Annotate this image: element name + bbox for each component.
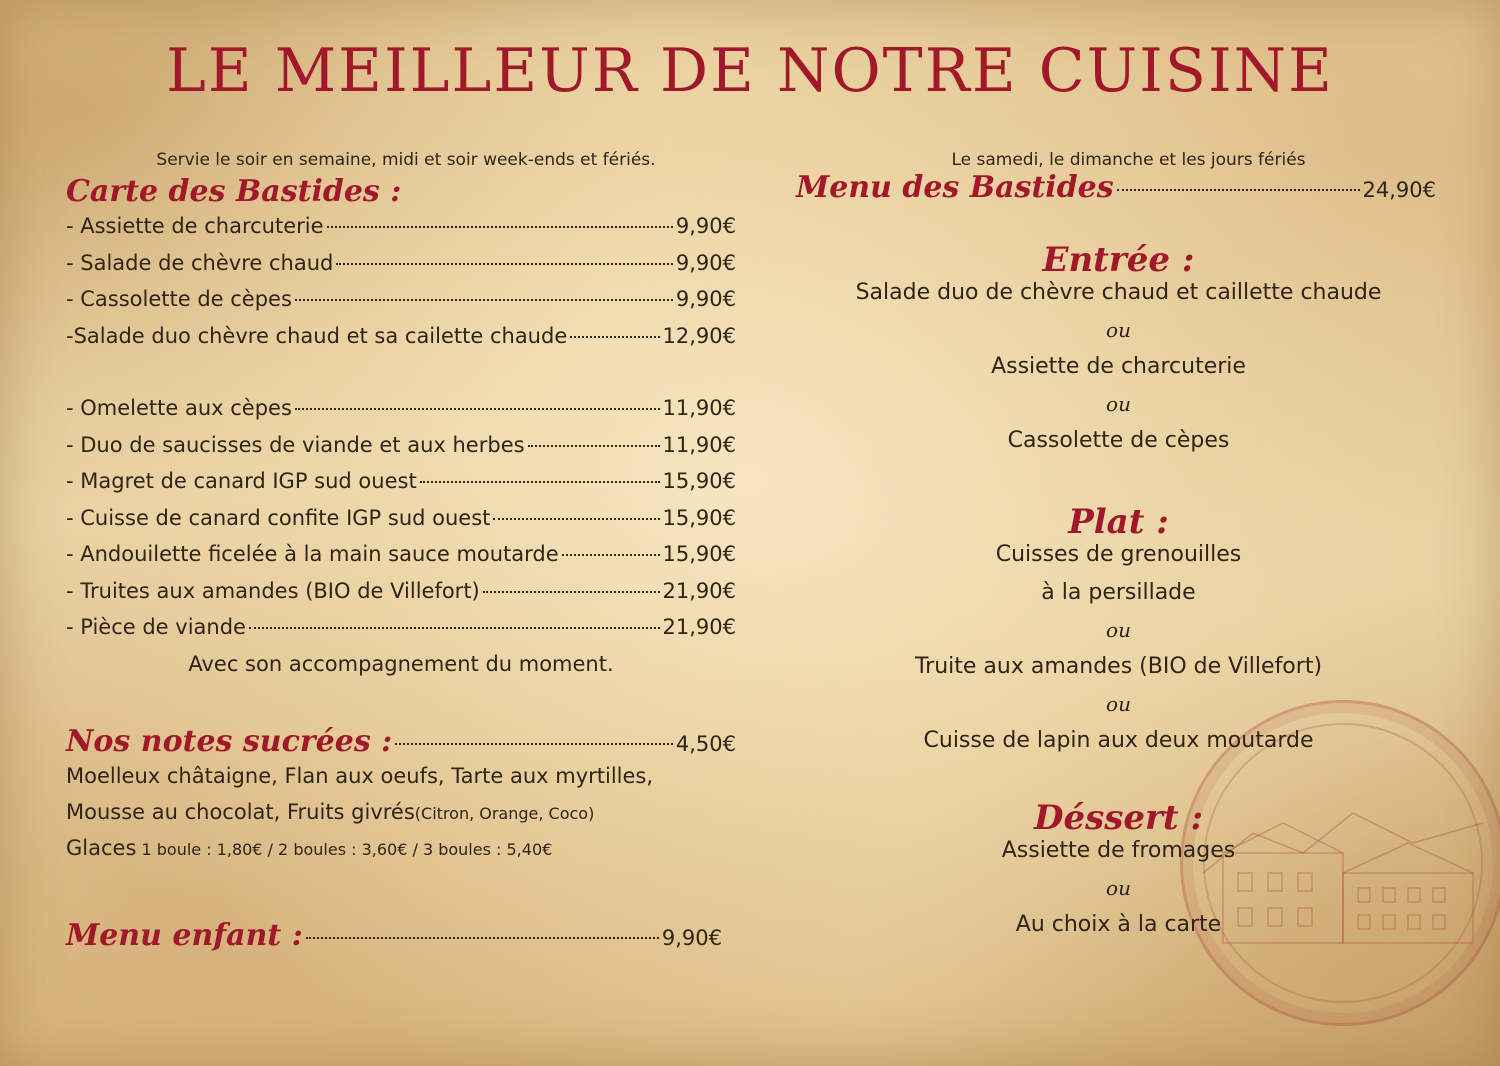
page-title: LE MEILLEUR DE NOTRE CUISINE (166, 36, 1334, 106)
leader-dots (249, 627, 660, 629)
carte-starters-list (66, 214, 736, 360)
desserts-price: 4,50€ (675, 731, 736, 756)
course-dish: Assiette de fromages (1001, 838, 1236, 863)
menu-item-label: - Assiette de charcuterie (66, 214, 324, 238)
course-dish: Salade duo de chèvre chaud et caillette chaude (855, 280, 1382, 305)
leader-dots (295, 299, 673, 301)
desserts-line-1: Moelleux châtaigne, Flan aux oeufs, Tarte aux myrtilles, (66, 763, 654, 788)
course-dish: Truite aux amandes (BIO de Villefort) (914, 654, 1323, 679)
leader-dots (420, 481, 660, 483)
leader-dots (336, 263, 673, 265)
menu-item-label: - Truites aux amandes (BIO de Villefort) (66, 578, 480, 603)
course-dish: Cuisses de grenouilles (995, 542, 1242, 567)
dessert-title: Déssert : (1033, 798, 1204, 838)
menu-item-row (66, 324, 736, 361)
menu-item-label: - Magret de canard IGP sud ouest (66, 469, 417, 493)
menu-column (796, 150, 1436, 950)
menu-item-price: 9,90€ (675, 214, 736, 238)
menu-item-row (66, 469, 736, 506)
leader-dots (306, 937, 659, 939)
leader-dots (570, 336, 659, 338)
carte-service-note: Servie le soir en semaine, midi et soir week-ends et fériés. (156, 150, 656, 170)
menu-item-price: 11,90€ (662, 396, 736, 420)
or-separator: ou (1106, 618, 1131, 642)
plat-list (796, 542, 1436, 766)
menu-item-row (66, 542, 736, 579)
menu-item-row (66, 251, 736, 288)
menu-title: Menu des Bastides (796, 170, 1114, 205)
menu-item-label: - Pièce de viande (66, 615, 246, 639)
plat-title: Plat : (1068, 502, 1169, 542)
glaces-label: Glaces (66, 835, 137, 860)
course-dish: Cassolette de cèpes (1007, 428, 1230, 453)
menu-item-row (66, 615, 736, 652)
menu-item-price: 15,90€ (662, 469, 736, 493)
leader-dots (483, 591, 660, 593)
accompagnement-note: Avec son accompagnement du moment. (188, 651, 614, 676)
menu-item-label: - Andouilette ficelée à la main sauce moutarde (66, 542, 559, 566)
glaces-prices: 1 boule : 1,80€ / 2 boules : 3,60€ / 3 boules : 5,40€ (136, 839, 553, 859)
course-dish: Cuisse de lapin aux deux moutarde (923, 728, 1314, 753)
leader-dots (295, 408, 660, 410)
menu-item-price: 15,90€ (662, 542, 736, 566)
course-dish: à la persillade (1041, 580, 1196, 605)
leader-dots (327, 226, 673, 228)
kids-menu-header (66, 918, 722, 953)
dessert-list (796, 838, 1436, 950)
menu-price: 24,90€ (1362, 178, 1436, 202)
menu-item-row (66, 396, 736, 433)
menu-item-row (66, 287, 736, 324)
menu-item-row (66, 506, 736, 543)
desserts-line-2 (66, 800, 736, 836)
menu-item-label: -Salade duo chèvre chaud et sa cailette chaude (66, 323, 568, 348)
or-separator: ou (1106, 876, 1131, 900)
menu-item-price: 9,90€ (675, 287, 736, 311)
leader-dots (493, 518, 659, 520)
menu-header (796, 170, 1436, 210)
desserts-title: Nos notes sucrées : (66, 723, 393, 759)
or-separator: ou (1106, 392, 1131, 416)
course-dish: Assiette de charcuterie (991, 354, 1246, 379)
menu-item-label: - Duo de saucisses de viande et aux herbes (66, 432, 525, 457)
leader-dots (395, 743, 673, 745)
menu-item-label: - Omelette aux cèpes (66, 396, 292, 420)
menu-item-price: 11,90€ (662, 432, 736, 457)
kids-menu-price: 9,90€ (661, 925, 722, 950)
course-dish: Au choix à la carte (1015, 912, 1222, 937)
or-separator: ou (1106, 318, 1131, 342)
menu-item-price: 12,90€ (662, 323, 736, 348)
menu-item-row (66, 214, 736, 251)
carte-title: Carte des Bastides : (66, 174, 402, 209)
leader-dots (562, 554, 660, 556)
kids-menu-title: Menu enfant : (66, 917, 303, 953)
or-separator: ou (1106, 692, 1131, 716)
desserts-header (66, 724, 736, 764)
carte-column (66, 150, 736, 953)
entree-title: Entrée : (1042, 240, 1195, 280)
carte-mains-list (66, 396, 736, 652)
glaces-line (66, 836, 736, 872)
leader-dots (528, 445, 660, 447)
menu-item-price: 15,90€ (662, 505, 736, 530)
menu-item-label: - Salade de chèvre chaud (66, 250, 334, 275)
menu-item-price: 21,90€ (662, 615, 736, 639)
menu-item-price: 9,90€ (675, 250, 736, 275)
fruits-givres-flavors: (Citron, Orange, Coco) (414, 803, 595, 823)
menu-item-row (66, 433, 736, 470)
menu-service-note: Le samedi, le dimanche et les jours fériés (951, 150, 1306, 170)
menu-item-label: - Cassolette de cèpes (66, 287, 292, 311)
entree-list (796, 280, 1436, 466)
menu-item-label: - Cuisse de canard confite IGP sud ouest (66, 505, 491, 530)
menu-item-row (66, 579, 736, 616)
desserts-line-2-main: Mousse au chocolat, Fruits givrés (66, 799, 415, 824)
menu-item-price: 21,90€ (662, 578, 736, 603)
leader-dots (1117, 189, 1360, 191)
